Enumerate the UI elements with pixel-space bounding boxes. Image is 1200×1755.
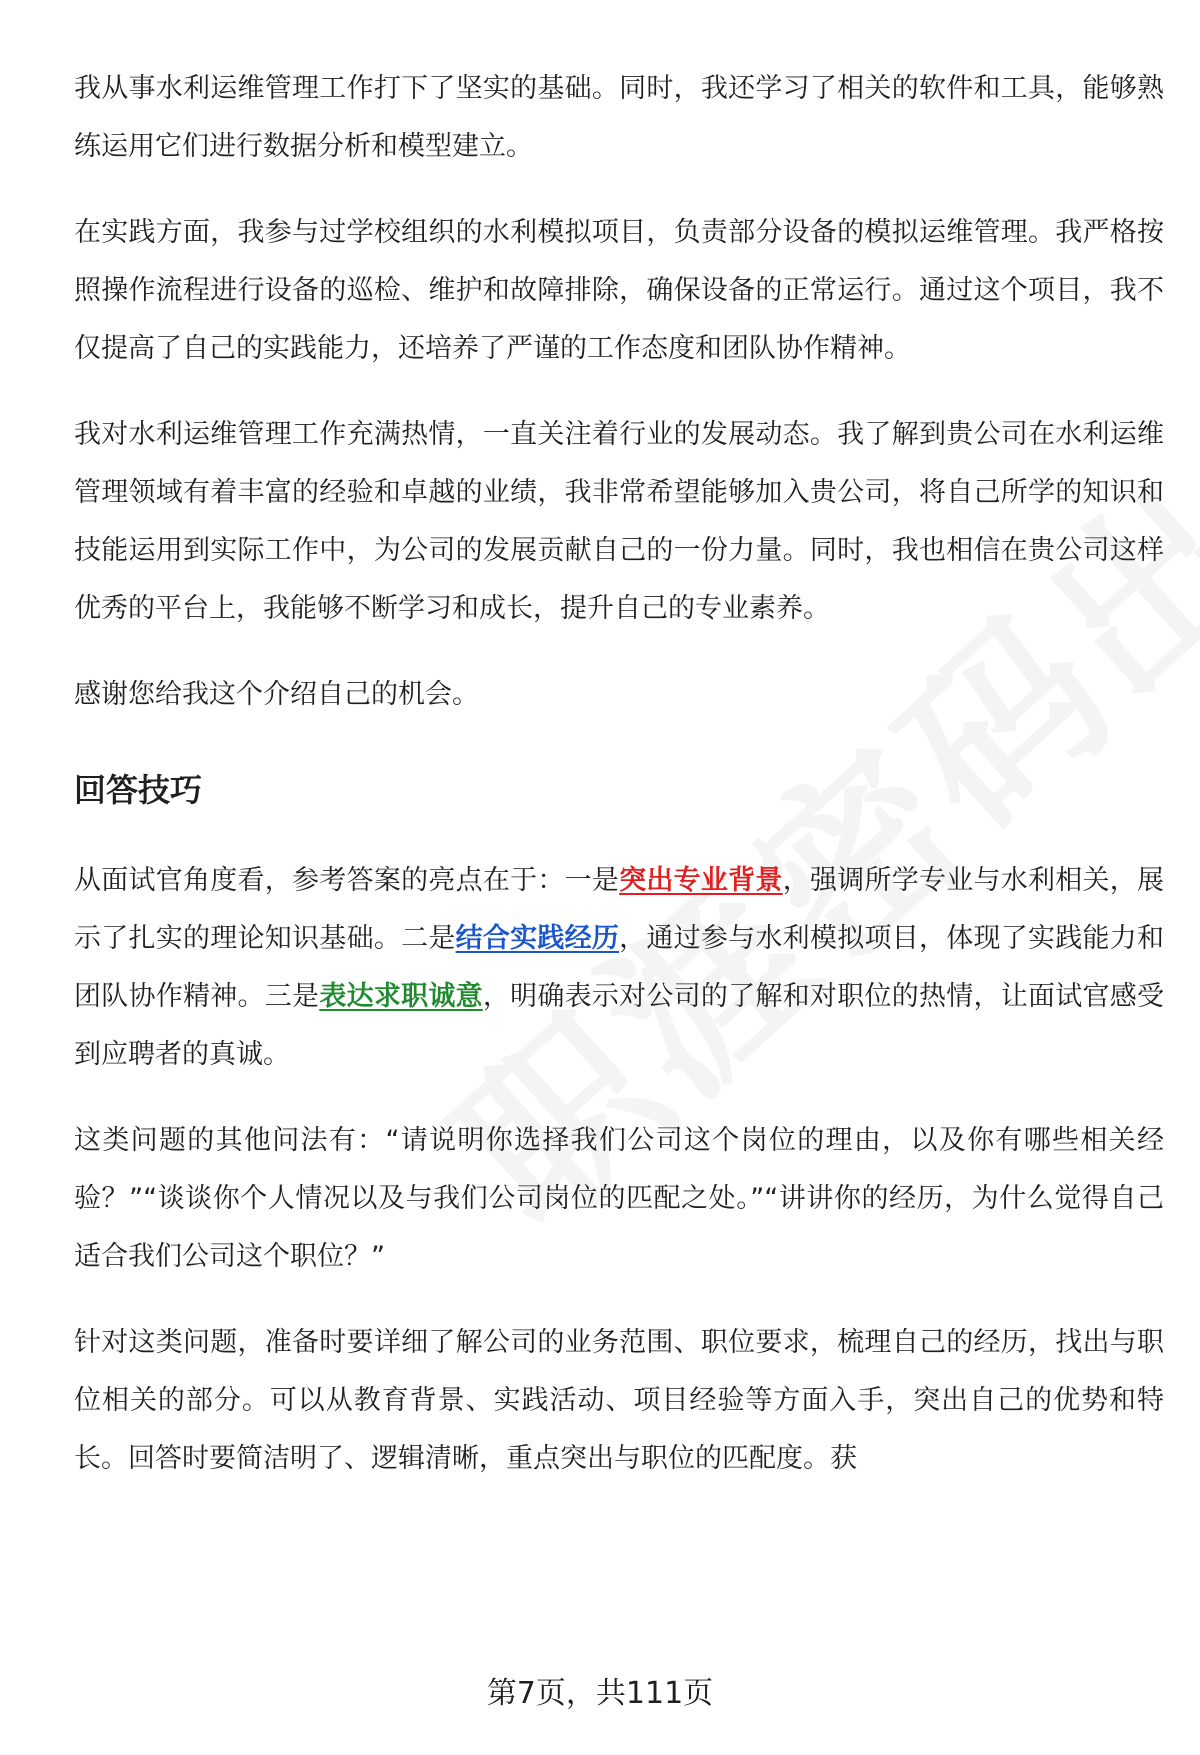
paragraph-thanks: 感谢您给我这个介绍自己的机会。: [74, 679, 479, 710]
document-page: [74, 60, 1164, 1516]
paragraph-other-questions: 这类问题的其他问法有：“请说明你选择我们公司这个岗位的理由，以及你有哪些相关经验？”“谈谈你个人情况以及与我们公司岗位的匹配之处。”“讲讲你的经历，为什么觉得自己适合我们公司这个职位？”: [74, 1125, 1164, 1272]
tips-text-1: 从面试官角度看，参考答案的亮点在于：一是: [74, 865, 620, 896]
paragraph-practice: 在实践方面，我参与过学校组织的水利模拟项目，负责部分设备的模拟运维管理。我严格按照操作流程进行设备的巡检、维护和故障排除，确保设备的正常运行。通过这个项目，我不仅提高了自己的实践能力，还培养了严谨的工作态度和团队协作精神。: [74, 217, 1164, 364]
tips-text-2: ，强调所学专业与水利相关，展示了扎实的理论知识基础。二是: [74, 865, 1165, 954]
highlight-professional-background: 突出专业背景: [619, 865, 783, 896]
paragraph-tips: [74, 852, 1164, 1084]
highlight-sincerity: 表达求职诚意: [319, 981, 483, 1012]
section-title: 回答技巧: [74, 771, 203, 809]
highlight-practice-experience: 结合实践经历: [455, 923, 620, 954]
tips-text-3: ，通过参与水利模拟项目，体现了实践能力和团队协作精神。三是: [74, 923, 1165, 1012]
paragraph-foundation: 我从事水利运维管理工作打下了坚实的基础。同时，我还学习了相关的软件和工具，能够熟练运用它们进行数据分析和模型建立。: [74, 73, 1164, 162]
paragraph-preparation: 针对这类问题，准备时要详细了解公司的业务范围、职位要求，梳理自己的经历，找出与职位相关的部分。可以从教育背景、实践活动、项目经验等方面入手，突出自己的优势和特长。回答时要简洁明了、逻辑清晰，重点突出与职位的匹配度。获: [74, 1327, 1164, 1474]
paragraph-passion: 我对水利运维管理工作充满热情，一直关注着行业的发展动态。我了解到贵公司在水利运维管理领域有着丰富的经验和卓越的业绩，我非常希望能够加入贵公司，将自己所学的知识和技能运用到实际工作中，为公司的发展贡献自己的一份力量。同时，我也相信在贵公司这样优秀的平台上，我能够不断学习和成长，提升自己的专业素养。: [74, 419, 1164, 624]
tips-text-4: ，明确表示对公司的了解和对职位的热情，让面试官感受到应聘者的真诚。: [74, 981, 1165, 1070]
page-number-footer: 第7页，共111页: [486, 1676, 714, 1711]
